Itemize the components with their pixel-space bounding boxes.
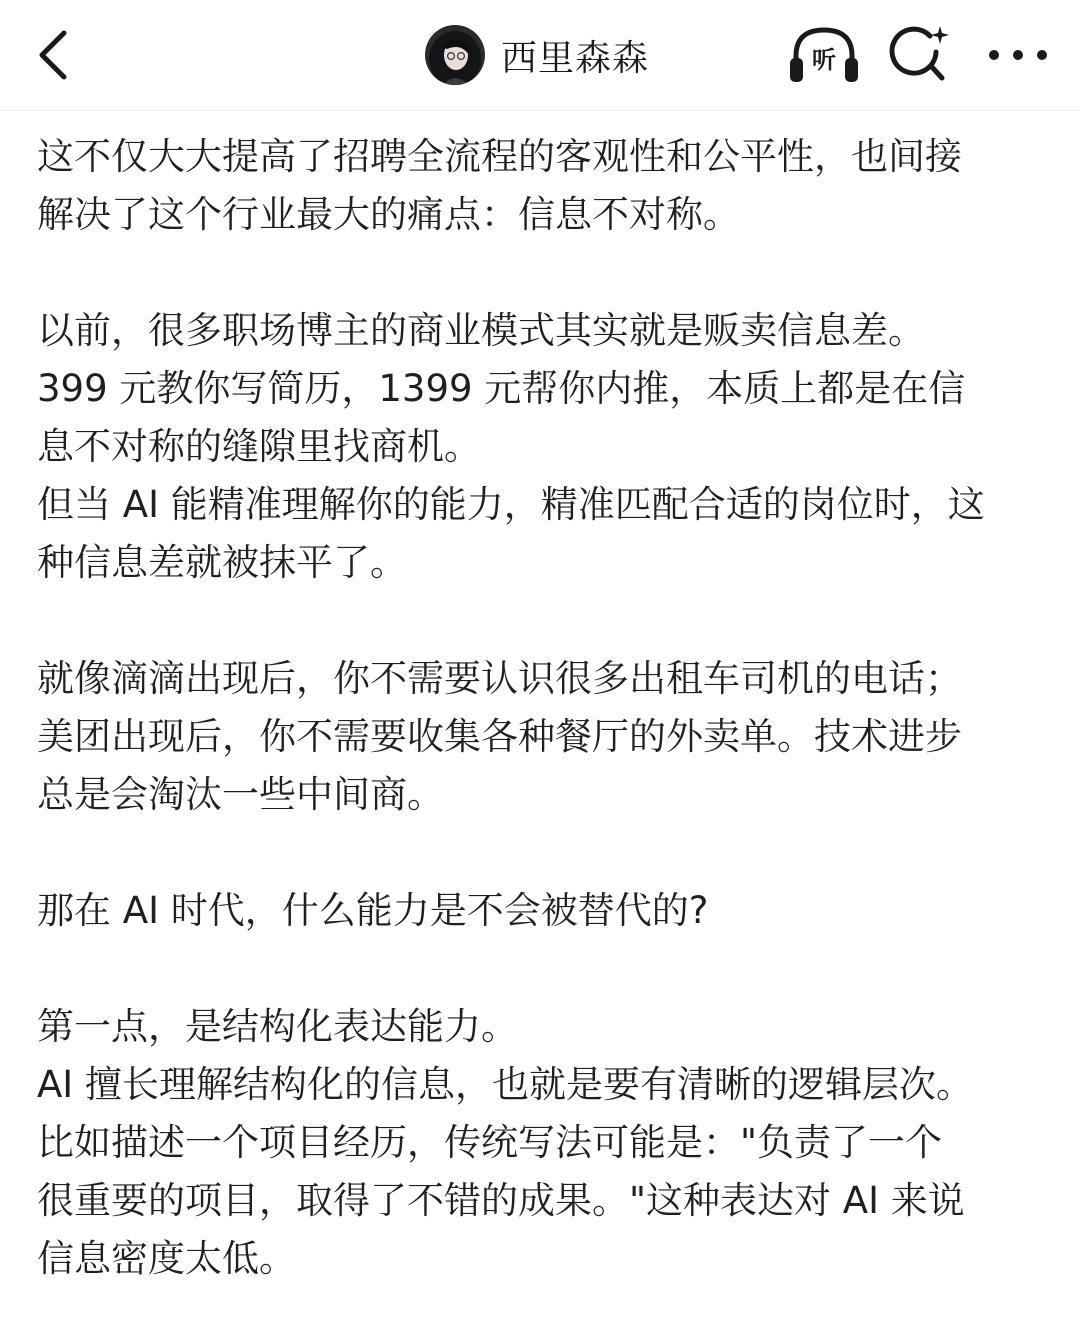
paragraph-gap [37, 244, 1047, 302]
avatar[interactable] [425, 25, 485, 85]
listen-label: 听 [812, 45, 836, 74]
article-line: 美团出现后，你不需要收集各种餐厅的外卖单。技术进步 [37, 715, 962, 758]
chevron-left-icon [34, 27, 74, 83]
paragraph-gap [37, 940, 1047, 998]
top-nav-bar [0, 0, 1080, 111]
article-line: 比如描述一个项目经历，传统写法可能是："负责了一个 [37, 1121, 943, 1164]
back-button[interactable] [24, 22, 84, 88]
more-dots-icon [980, 22, 1056, 88]
search-button[interactable] [886, 22, 956, 88]
article-line: 第一点，是结构化表达能力。 [37, 1005, 518, 1048]
article-line: 399 元教你写简历，1399 元帮你内推，本质上都是在信 [37, 367, 966, 410]
article-line: 但当 AI 能精准理解你的能力，精准匹配合适的岗位时，这 [37, 483, 985, 526]
article-line: 那在 AI 时代，什么能力是不会被替代的? [37, 889, 709, 932]
article-line: 这不仅大大提高了招聘全流程的客观性和公平性，也间接 [37, 135, 962, 178]
article-line: 种信息差就被抹平了。 [37, 541, 407, 584]
more-button[interactable] [980, 22, 1056, 88]
article-line: 信息密度太低。 [37, 1237, 296, 1280]
paragraph-gap [37, 592, 1047, 650]
article-line: 息不对称的缝隙里找商机。 [37, 425, 481, 468]
paragraph-gap [37, 824, 1047, 882]
article-line: 总是会淘汰一些中间商。 [37, 773, 444, 816]
article-line: 就像滴滴出现后，你不需要认识很多出租车司机的电话； [37, 657, 962, 700]
author-header[interactable] [425, 24, 649, 86]
ai-search-icon [886, 22, 956, 88]
article-line: AI 擅长理解结构化的信息，也就是要有清晰的逻辑层次。 [37, 1063, 973, 1106]
author-name[interactable]: 西里森森 [501, 37, 650, 79]
article-line: 解决了这个行业最大的痛点：信息不对称。 [37, 193, 740, 236]
avatar-image [425, 25, 485, 85]
article-line: 以前，很多职场博主的商业模式其实就是贩卖信息差。 [37, 309, 925, 352]
article-line: 很重要的项目，取得了不错的成果。"这种表达对 AI 来说 [37, 1179, 965, 1222]
article-body [37, 128, 1047, 1288]
listen-button[interactable] [786, 22, 862, 88]
